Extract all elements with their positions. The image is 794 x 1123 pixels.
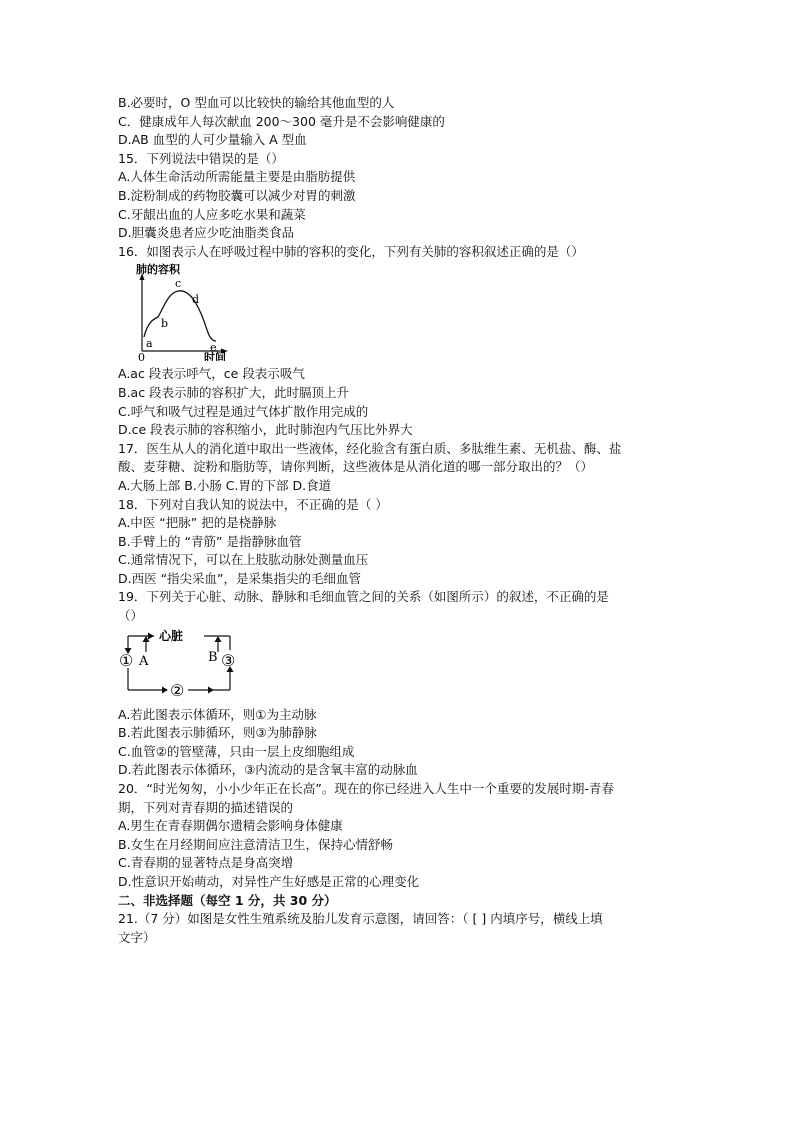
option-a: A.ac 段表示呼气，ce 段表示吸气 [118,366,305,382]
heart-label: 心脏 [159,628,184,643]
bottom-right-arrow [208,686,214,693]
bottom-lines [118,706,678,948]
point-e: e [210,341,217,355]
question-20-cont: 期，下列对青春期的描述错误的 [118,799,294,815]
origin-label: 0 [138,351,145,362]
circulation-figure [118,628,243,704]
lung-volume-curve [144,291,216,341]
x-axis-label: 时间 [204,351,226,362]
label-a: A [139,653,149,669]
text-line: D.AB 血型的人可少量输入 A 型血 [118,132,307,148]
question-21: 21.（7 分）如图是女性生殖系统及胎儿发育示意图，请回答：（ [ ] 内填序号，横线上填 [118,911,603,927]
point-b: b [161,317,169,331]
question-19: 19．下列关于心脏、动脉、静脉和毛细血管之间的关系（如图所示）的叙述，不正确的是 [118,589,609,605]
label-b: B [208,649,218,665]
question-21-cont: 文字） [118,929,156,945]
question-17-options: A.大肠上部 B.小肠 C.胃的下部 D.食道 [118,477,332,493]
question-17: 17．医生从人的消化道中取出一些液体，经化验含有蛋白质、多肽维生素、无机盐、酶、盐 [118,440,622,456]
vessel-3-label: ③ [221,650,236,670]
option-a: A.人体生命活动所需能量主要是由脂肪提供 [118,169,356,185]
point-a: a [146,337,153,351]
question-20: 20．“时光匆匆，小小少年正在长高”。现在的你已经进入人生中一个重要的发展时期-青春 [118,781,614,797]
point-d: d [192,293,200,307]
question-17-cont: 酸、麦芽糖、淀粉和脂肪等，请你判断，这些液体是从消化道的哪一部分取出的？（） [118,459,594,475]
circulation-svg [118,628,243,704]
b-up-arrow [215,636,222,642]
option-d: D.西医 “指尖采血”，是采集指尖的毛细血管 [118,570,362,586]
section-title: 二、非选择题（每空 1 分，共 30 分） [118,892,337,908]
option-d: D.胆囊炎患者应少吃油脂类食品 [118,225,295,241]
option-a: A.中医 “把脉” 把的是桡静脉 [118,515,277,531]
question-15: 15．下列说法中错误的是（） [118,150,284,166]
option-c: C.血管②的管壁薄，只由一层上皮细胞组成 [118,743,355,759]
option-d: D.若此图表示体循环，③内流动的是含氧丰富的动脉血 [118,762,418,778]
text-line: C．健康成年人每次献血 200～300 毫升是不会影响健康的 [118,113,445,129]
y-axis-label: 肺的容积 [136,263,180,277]
option-d: D.性意识开始萌动，对异性产生好感是正常的心理变化 [118,874,420,889]
option-b: B.若此图表示肺循环，则③为肺静脉 [118,725,317,741]
option-b: B.淀粉制成的药物胶囊可以减少对胃的刺激 [118,187,356,203]
top-lines [118,94,678,261]
text-line: B.必要时，O 型血可以比较快的输给其他血型的人 [118,95,395,110]
bottom-left-arrow [162,686,168,693]
point-c: c [175,277,182,291]
middle-lines [118,365,678,625]
question-16: 16．如图表示人在呼吸过程中肺的容积的变化，下列有关肺的容积叙述正确的是（） [118,243,584,259]
option-c: C.牙龈出血的人应多吃水果和蔬菜 [118,206,306,222]
question-19-cont: （） [118,608,144,624]
vessel-2-label: ② [170,680,185,700]
option-b: B.ac 段表示肺的容积扩大，此时膈顶上升 [118,384,350,400]
option-c: C.青春期的显著特点是身高突增 [118,855,294,871]
option-d: D.ce 段表示肺的容积缩小，此时肺泡内气压比外界大 [118,422,413,438]
option-a: A.若此图表示体循环，则①为主动脉 [118,706,317,722]
lung-volume-svg [124,263,234,361]
vessel-1-label: ① [119,650,134,670]
document-page [118,94,678,947]
top-left-arrow [148,632,154,639]
lung-volume-figure [124,263,234,361]
option-c: C.呼气和吸气过程是通过气体扩散作用完成的 [118,403,369,419]
option-b: B.手臂上的 “青筋” 是指静脉血管 [118,533,302,549]
option-a: A.男生在青春期偶尔遗精会影响身体健康 [118,818,343,834]
option-c: C.通常情况下，可以在上肢肱动脉处测量血压 [118,552,369,568]
question-18: 18．下列对自我认知的说法中，不正确的是（ ） [118,496,388,512]
option-b: B.女生在月经期间应注意清洁卫生，保持心情舒畅 [118,836,394,852]
